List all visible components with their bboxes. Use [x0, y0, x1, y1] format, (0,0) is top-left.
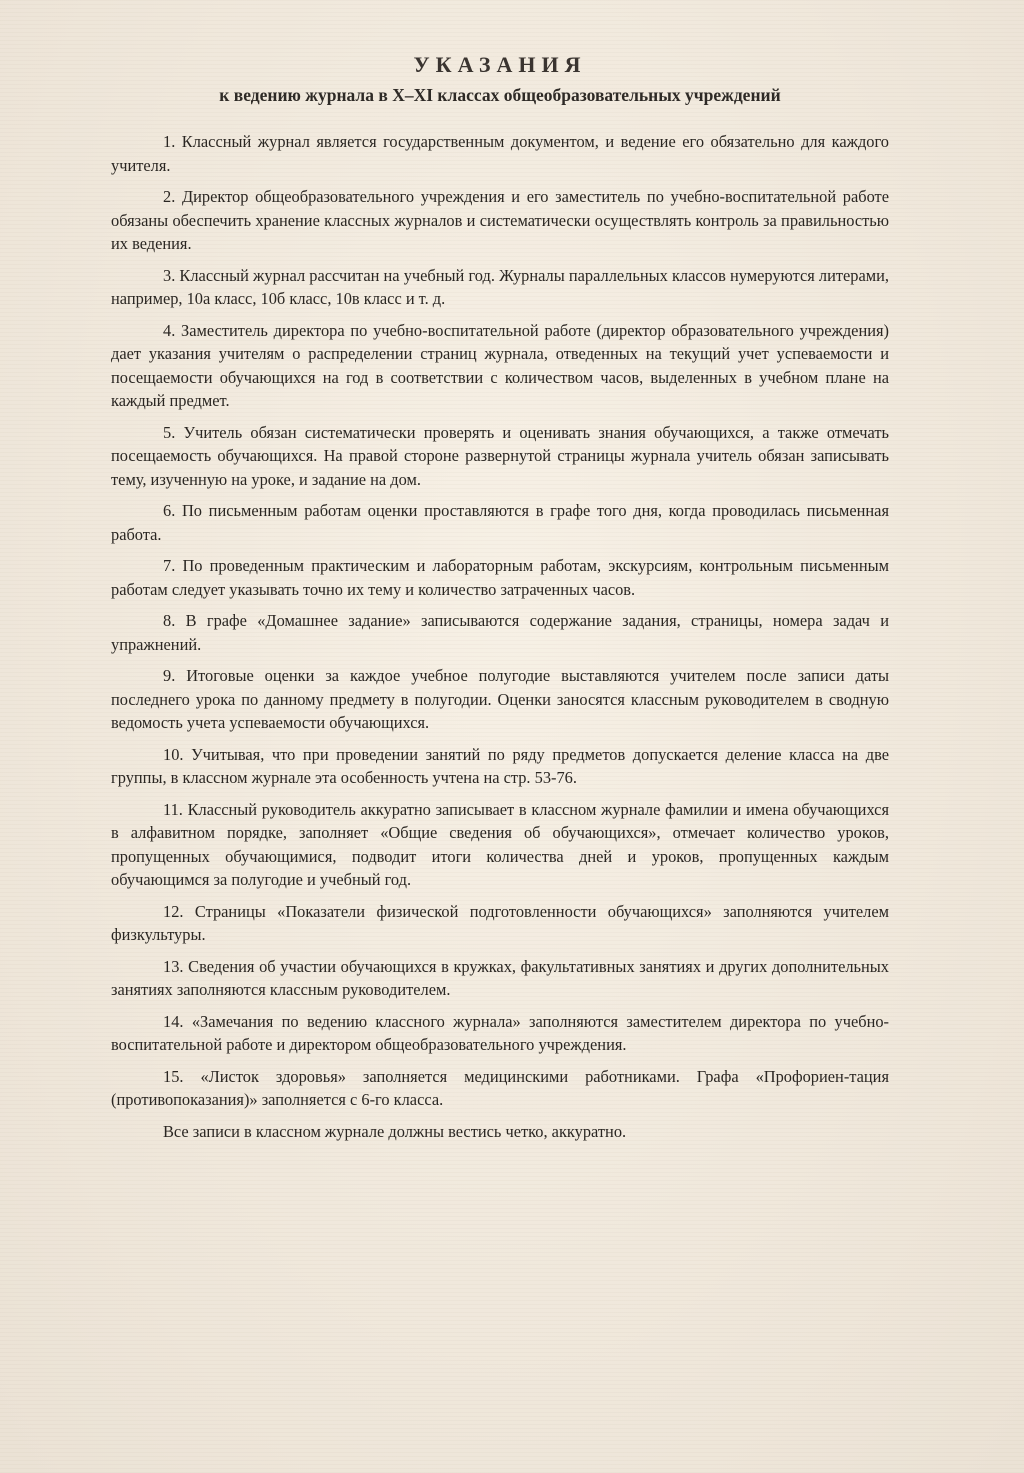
paragraph-10: 10. Учитывая, что при проведении занятий по ряду предметов допускается деление класса на две группы, в классном журнале эта особенность учтена на стр. 53-76. — [111, 744, 889, 787]
document-body — [111, 48, 889, 1151]
paragraph-2: 2. Директор общеобразовательного учреждения и его заместитель по учебно-воспитательной работе обязаны обеспечить хранение классных журналов и систематически осуществлять контроль за правильностью их ведения. — [111, 187, 889, 253]
paragraph-7: 7. По проведенным практическим и лабораторным работам, экскурсиям, контрольным письменным работам следует указывать точно их тему и количество затраченных часов. — [111, 556, 889, 599]
paragraph-14: 14. «Замечания по ведению классного журнала» заполняются заместителем директора по учебно-воспитательной работе и директором общеобразовательного учреждения. — [111, 1011, 889, 1054]
paragraph-13: 13. Сведения об участии обучающихся в кружках, факультативных занятиях и других дополнительных занятиях заполняются классным руководителем. — [111, 956, 889, 999]
document-subtitle: к ведению журнала в X–XI классах общеобразовательных учреждений — [219, 85, 781, 105]
paragraph-15: 15. «Листок здоровья» заполняется медицинскими работниками. Графа «Профориен-тация (противопоказания)» заполняется с 6-го класса. — [111, 1066, 889, 1109]
paragraph-5: 5. Учитель обязан систематически проверять и оценивать знания обучающихся, а также отмечать посещаемость обучающихся. На правой стороне развернутой страницы журнала учитель обязан записывать тему, изученную на уроке, и задание на дом. — [111, 422, 889, 489]
closing-paragraph: Все записи в классном журнале должны вестись четко, аккуратно. — [163, 1121, 627, 1141]
paragraph-4: 4. Заместитель директора по учебно-воспитательной работе (директор образовательного учреждения) дает указания учителям о распределении страниц журнала, отведенных на текущий учет успеваемости и посещаемости обучающихся на год в соответствии с количеством часов, выделенных в учебном плане на каждый предмет. — [111, 320, 889, 410]
paragraph-3: 3. Классный журнал рассчитан на учебный год. Журналы параллельных классов нумеруются литерами, например, 10а класс, 10б класс, 10в класс и т. д. — [111, 265, 889, 308]
document-title: УКАЗАНИЯ — [413, 52, 587, 77]
paragraph-9: 9. Итоговые оценки за каждое учебное полугодие выставляются учителем после записи даты последнего урока по данному предмету в полугодии. Оценки заносятся классным руководителем в сводную ведомость учета успеваемости обучающихся. — [111, 666, 889, 732]
paragraph-1: 1. Классный журнал является государственным документом, и ведение его обязательно для каждого учителя. — [111, 132, 889, 175]
paragraph-6: 6. По письменным работам оценки проставляются в графе того дня, когда проводилась письменная работа. — [111, 501, 889, 544]
paragraph-8: 8. В графе «Домашнее задание» записываются содержание задания, страницы, номера задач и упражнений. — [111, 611, 889, 654]
paragraph-11: 11. Классный руководитель аккуратно записывает в классном журнале фамилии и имена обучающихся в алфавитном порядке, заполняет «Общие сведения об обучающихся», отмечает количество уроков, пропущенных обучающимися, подводит итоги количества дней и уроков, пропущенных каждым обучающимся за полугодие и учебный год. — [111, 799, 889, 889]
paragraph-12: 12. Страницы «Показатели физической подготовленности обучающихся» заполняются учителем физкультуры. — [111, 901, 889, 944]
